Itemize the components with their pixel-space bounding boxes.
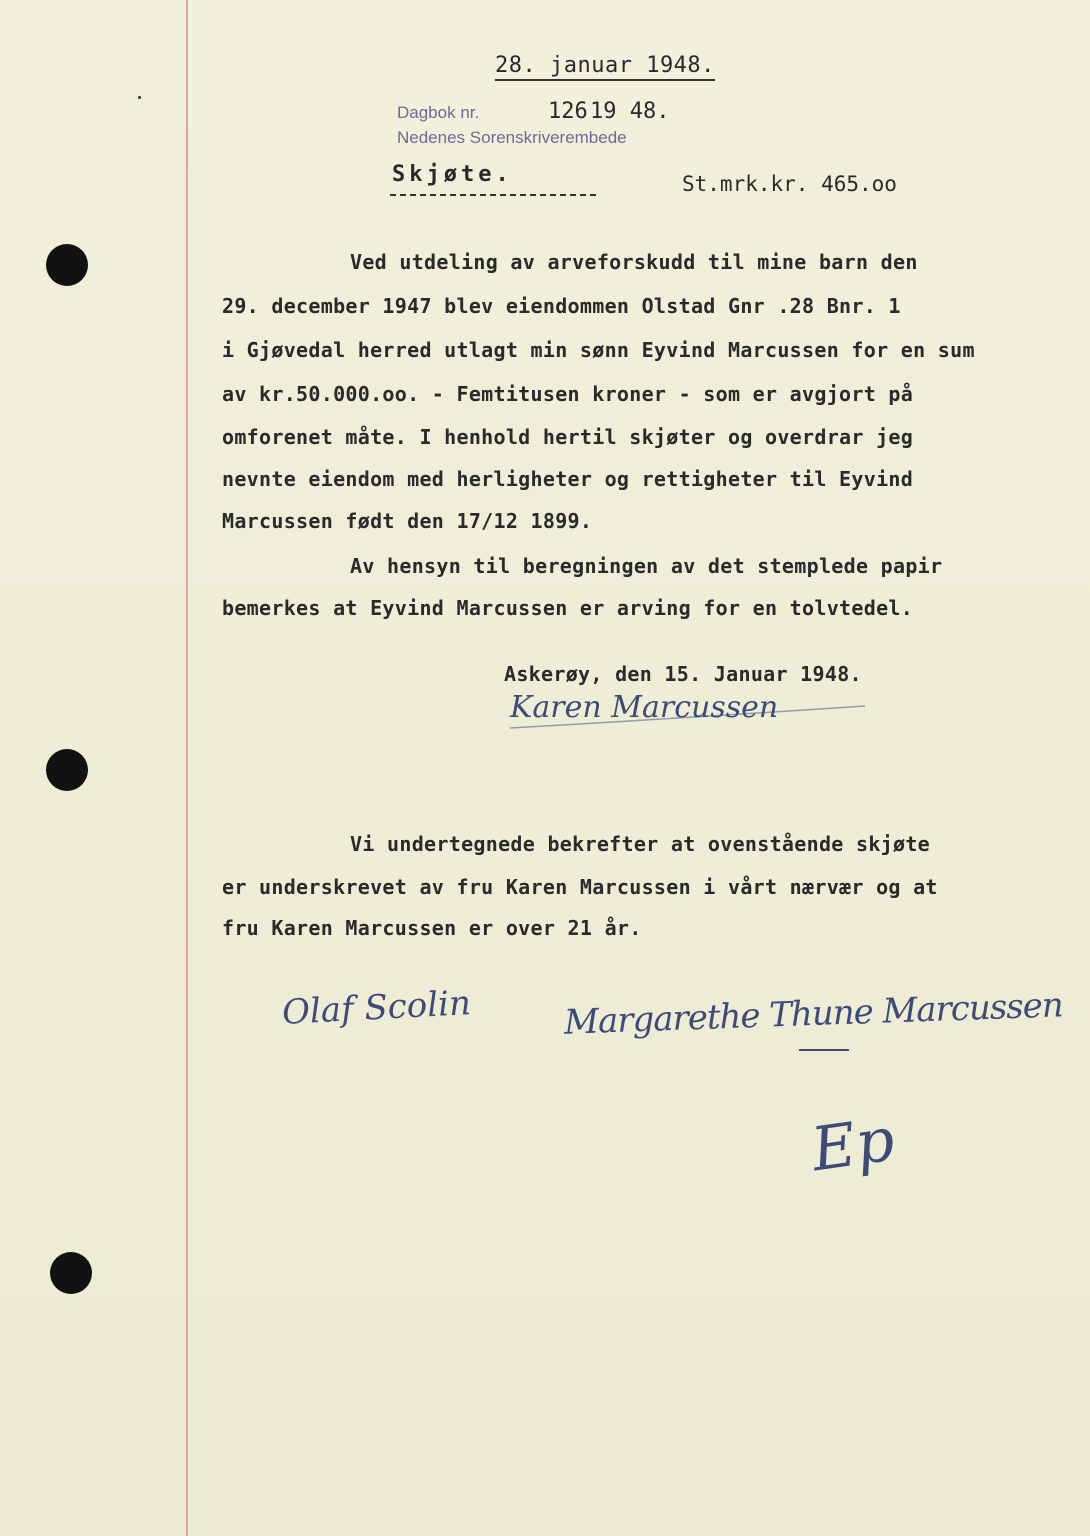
signature-witness-1: Olaf Scolin	[281, 983, 472, 1033]
body-line: Ved utdeling av arveforskudd til mine barn den	[350, 250, 918, 274]
witness-line: er underskrevet av fru Karen Marcussen i vårt nærvær og at	[222, 875, 938, 899]
witness-line: Vi undertegnede bekrefter at ovenstående skjøte	[350, 832, 931, 856]
document-date: 28. januar 1948.	[495, 54, 715, 81]
body-line: nevnte eiendom med herligheter og rettigheter til Eyvind	[222, 467, 914, 491]
stamp-office: Nedenes Sorenskriverembede	[397, 128, 627, 147]
body-line: 29. december 1947 blev eiendommen Olstad Gnr .28 Bnr. 1	[222, 294, 901, 318]
punch-hole-middle	[46, 749, 88, 791]
body-line: omforenet måte. I henhold hertil skjøter og overdrar jeg	[222, 425, 914, 449]
stamp-year: 19 48.	[590, 99, 670, 124]
title-underline	[390, 194, 596, 196]
stamp-number: 126	[548, 99, 588, 124]
document-title: Skjøte.	[392, 162, 513, 187]
stamp-dagbok-label: Dagbok nr.	[397, 103, 480, 122]
body-line: Marcussen født den 17/12 1899.	[222, 509, 593, 533]
speck	[138, 96, 141, 99]
body-line: bemerkes at Eyvind Marcussen er arving for en tolvtedel.	[222, 596, 914, 620]
punch-hole-bottom	[50, 1252, 92, 1294]
signature-dash	[795, 1040, 855, 1060]
place-date: Askerøy, den 15. Januar 1948.	[504, 662, 862, 686]
signature-underline	[505, 688, 875, 738]
witness-line: fru Karen Marcussen er over 21 år.	[222, 916, 642, 940]
body-line: Av hensyn til beregningen av det stemplede papir	[350, 554, 943, 578]
clerk-initials: Ep	[807, 1104, 899, 1186]
stamp-fee: St.mrk.kr. 465.oo	[682, 172, 897, 196]
signature-witness-2: Margarethe Thune Marcussen	[563, 985, 1064, 1043]
punch-hole-top	[46, 244, 88, 286]
body-line: i Gjøvedal herred utlagt min sønn Eyvind Marcussen for en sum	[222, 338, 975, 362]
margin-rule	[186, 0, 188, 1536]
signature-grantor: Karen Marcussen	[510, 690, 779, 725]
body-line: av kr.50.000.oo. - Femtitusen kroner - som er avgjort på	[222, 382, 914, 406]
